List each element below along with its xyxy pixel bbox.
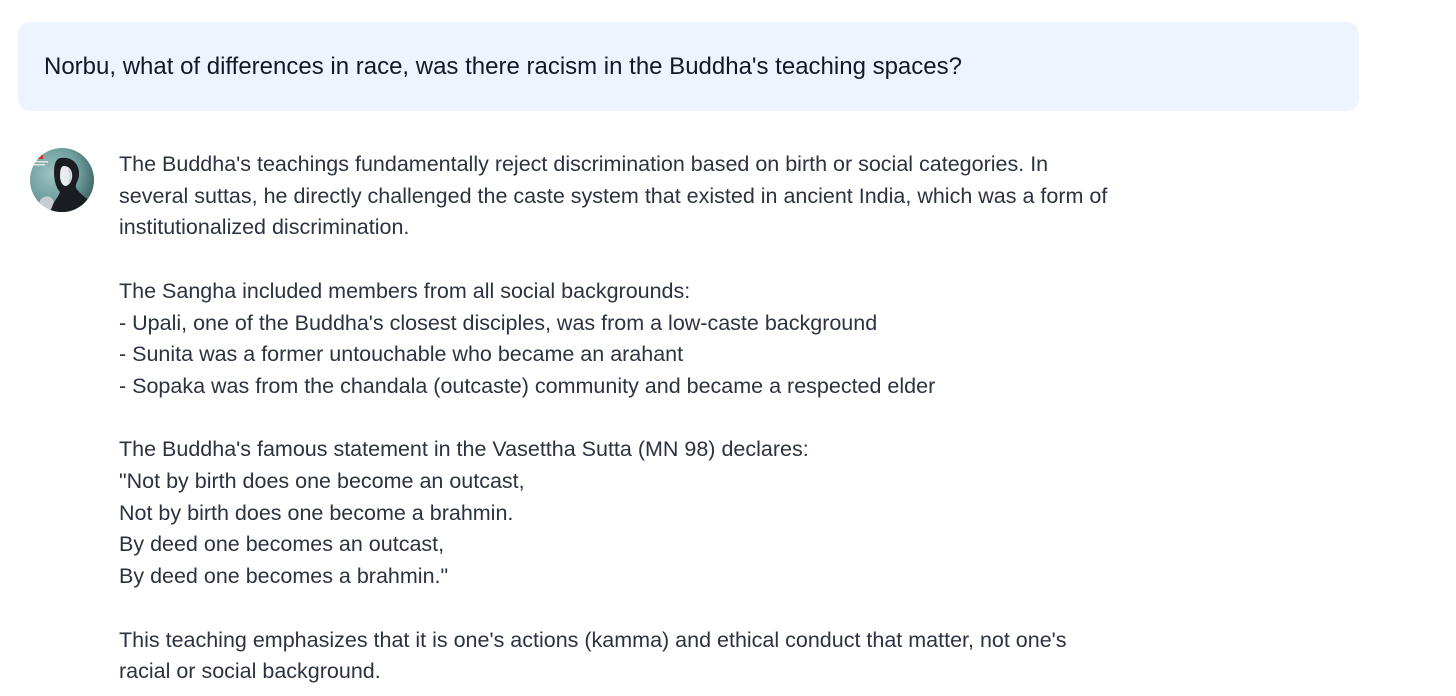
message-line: This teaching emphasizes that it is one's actions (kamma) and ethical conduct that matter, not one's xyxy=(119,627,1067,652)
assistant-paragraph-quote xyxy=(119,434,1199,593)
user-message-bubble xyxy=(18,22,1359,111)
list-item: - Sopaka was from the chandala (outcaste) community and became a respected elder xyxy=(119,373,936,398)
quote-line: By deed one becomes a brahmin." xyxy=(119,564,449,589)
message-line: The Buddha's famous statement in the Vasettha Sutta (MN 98) declares: xyxy=(119,437,809,462)
user-message-text: Norbu, what of differences in race, was there racism in the Buddha's teaching spaces? xyxy=(44,52,962,80)
message-line: several suttas, he directly challenged the caste system that existed in ancient India, which was a form of xyxy=(119,183,1108,208)
message-line: racial or social background. xyxy=(119,659,381,684)
message-line: institutionalized discrimination. xyxy=(119,215,410,240)
assistant-message xyxy=(119,149,1199,696)
quote-line: Not by birth does one become a brahmin. xyxy=(119,500,514,525)
list-item: - Sunita was a former untouchable who became an arahant xyxy=(119,342,684,367)
assistant-paragraph-sangha xyxy=(119,276,1199,403)
assistant-avatar xyxy=(30,148,94,212)
quote-line: By deed one becomes an outcast, xyxy=(119,532,445,557)
list-item: - Upali, one of the Buddha's closest disciples, was from a low-caste background xyxy=(119,310,878,335)
monk-portrait-avatar-icon xyxy=(30,148,94,212)
message-line: The Sangha included members from all social backgrounds: xyxy=(119,278,691,303)
assistant-paragraph-intro xyxy=(119,149,1199,244)
quote-line: "Not by birth does one become an outcast, xyxy=(119,469,525,493)
assistant-paragraph-conclusion xyxy=(119,625,1199,688)
message-line: The Buddha's teachings fundamentally reject discrimination based on birth or social categories. In xyxy=(119,152,1049,176)
